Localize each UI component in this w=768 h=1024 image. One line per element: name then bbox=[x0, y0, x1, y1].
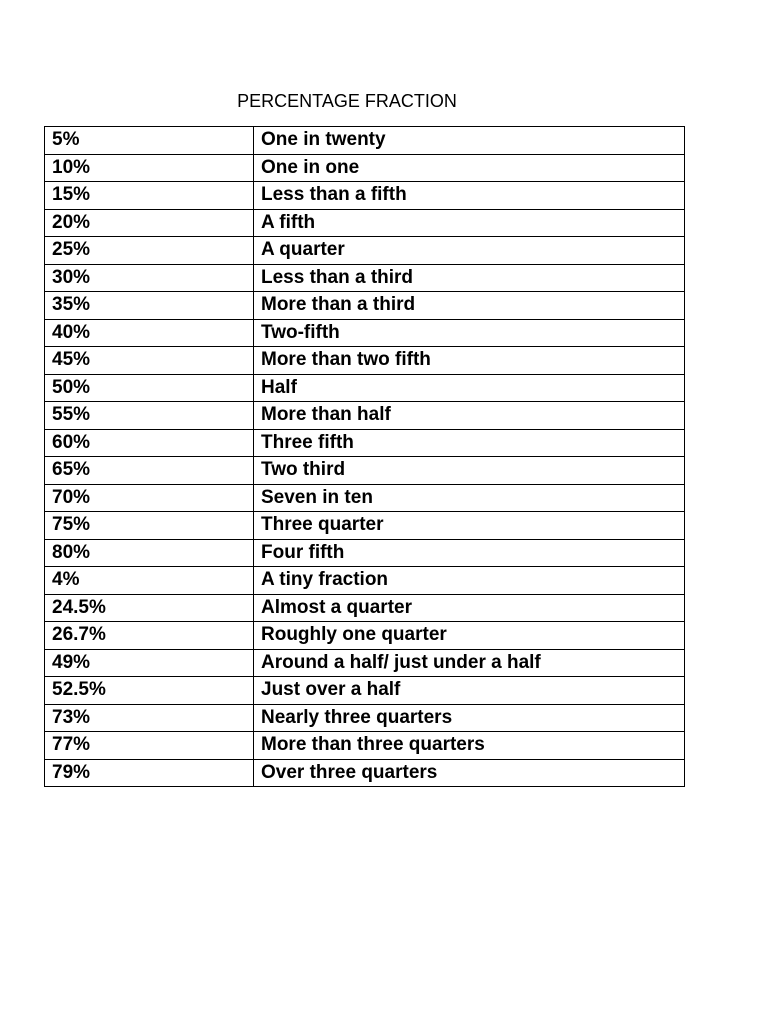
table-row bbox=[45, 704, 685, 732]
table-row bbox=[45, 182, 685, 210]
table-row bbox=[45, 677, 685, 705]
fraction-cell: More than three quarters bbox=[254, 732, 685, 760]
table-row bbox=[45, 154, 685, 182]
table-row bbox=[45, 622, 685, 650]
fraction-cell: Over three quarters bbox=[254, 759, 685, 787]
percentage-cell: 50% bbox=[45, 374, 254, 402]
percentage-cell: 77% bbox=[45, 732, 254, 760]
fraction-cell: More than a third bbox=[254, 292, 685, 320]
table-row bbox=[45, 292, 685, 320]
fraction-cell: Three fifth bbox=[254, 429, 685, 457]
percentage-cell: 45% bbox=[45, 347, 254, 375]
percentage-cell: 75% bbox=[45, 512, 254, 540]
fraction-cell: Seven in ten bbox=[254, 484, 685, 512]
percentage-cell: 80% bbox=[45, 539, 254, 567]
table-row bbox=[45, 539, 685, 567]
table-row bbox=[45, 402, 685, 430]
table-row bbox=[45, 484, 685, 512]
table-row bbox=[45, 429, 685, 457]
table-row bbox=[45, 759, 685, 787]
percentage-cell: 30% bbox=[45, 264, 254, 292]
percentage-cell: 20% bbox=[45, 209, 254, 237]
percentage-cell: 25% bbox=[45, 237, 254, 265]
percentage-cell: 40% bbox=[45, 319, 254, 347]
table-row bbox=[45, 347, 685, 375]
percentage-cell: 5% bbox=[45, 127, 254, 155]
table-row bbox=[45, 374, 685, 402]
table-row bbox=[45, 319, 685, 347]
percentage-cell: 4% bbox=[45, 567, 254, 595]
fraction-cell: Two third bbox=[254, 457, 685, 485]
table-row bbox=[45, 732, 685, 760]
percentage-cell: 55% bbox=[45, 402, 254, 430]
table-row bbox=[45, 264, 685, 292]
document-title: PERCENTAGE FRACTION bbox=[237, 91, 457, 111]
fraction-cell: One in one bbox=[254, 154, 685, 182]
table-body bbox=[45, 127, 685, 787]
fraction-cell: Just over a half bbox=[254, 677, 685, 705]
table-row bbox=[45, 457, 685, 485]
percentage-cell: 52.5% bbox=[45, 677, 254, 705]
percentage-cell: 73% bbox=[45, 704, 254, 732]
percentage-cell: 65% bbox=[45, 457, 254, 485]
fraction-cell: One in twenty bbox=[254, 127, 685, 155]
fraction-cell: Half bbox=[254, 374, 685, 402]
table-row bbox=[45, 512, 685, 540]
table-row bbox=[45, 567, 685, 595]
fraction-cell: Four fifth bbox=[254, 539, 685, 567]
table-row bbox=[45, 649, 685, 677]
fraction-cell: More than two fifth bbox=[254, 347, 685, 375]
fraction-cell: Nearly three quarters bbox=[254, 704, 685, 732]
fraction-cell: Almost a quarter bbox=[254, 594, 685, 622]
fraction-cell: Less than a third bbox=[254, 264, 685, 292]
fraction-cell: Roughly one quarter bbox=[254, 622, 685, 650]
fraction-cell: Around a half/ just under a half bbox=[254, 649, 685, 677]
fraction-cell: Two-fifth bbox=[254, 319, 685, 347]
percentage-cell: 49% bbox=[45, 649, 254, 677]
percentage-cell: 79% bbox=[45, 759, 254, 787]
fraction-cell: A tiny fraction bbox=[254, 567, 685, 595]
fraction-cell: Three quarter bbox=[254, 512, 685, 540]
percentage-cell: 15% bbox=[45, 182, 254, 210]
table-row bbox=[45, 237, 685, 265]
table-row bbox=[45, 127, 685, 155]
percentage-cell: 26.7% bbox=[45, 622, 254, 650]
percentage-cell: 70% bbox=[45, 484, 254, 512]
percentage-fraction-table bbox=[44, 126, 685, 787]
fraction-cell: More than half bbox=[254, 402, 685, 430]
fraction-cell: A fifth bbox=[254, 209, 685, 237]
percentage-cell: 24.5% bbox=[45, 594, 254, 622]
percentage-cell: 35% bbox=[45, 292, 254, 320]
percentage-cell: 10% bbox=[45, 154, 254, 182]
table-row bbox=[45, 209, 685, 237]
fraction-cell: A quarter bbox=[254, 237, 685, 265]
fraction-cell: Less than a fifth bbox=[254, 182, 685, 210]
table-row bbox=[45, 594, 685, 622]
percentage-cell: 60% bbox=[45, 429, 254, 457]
